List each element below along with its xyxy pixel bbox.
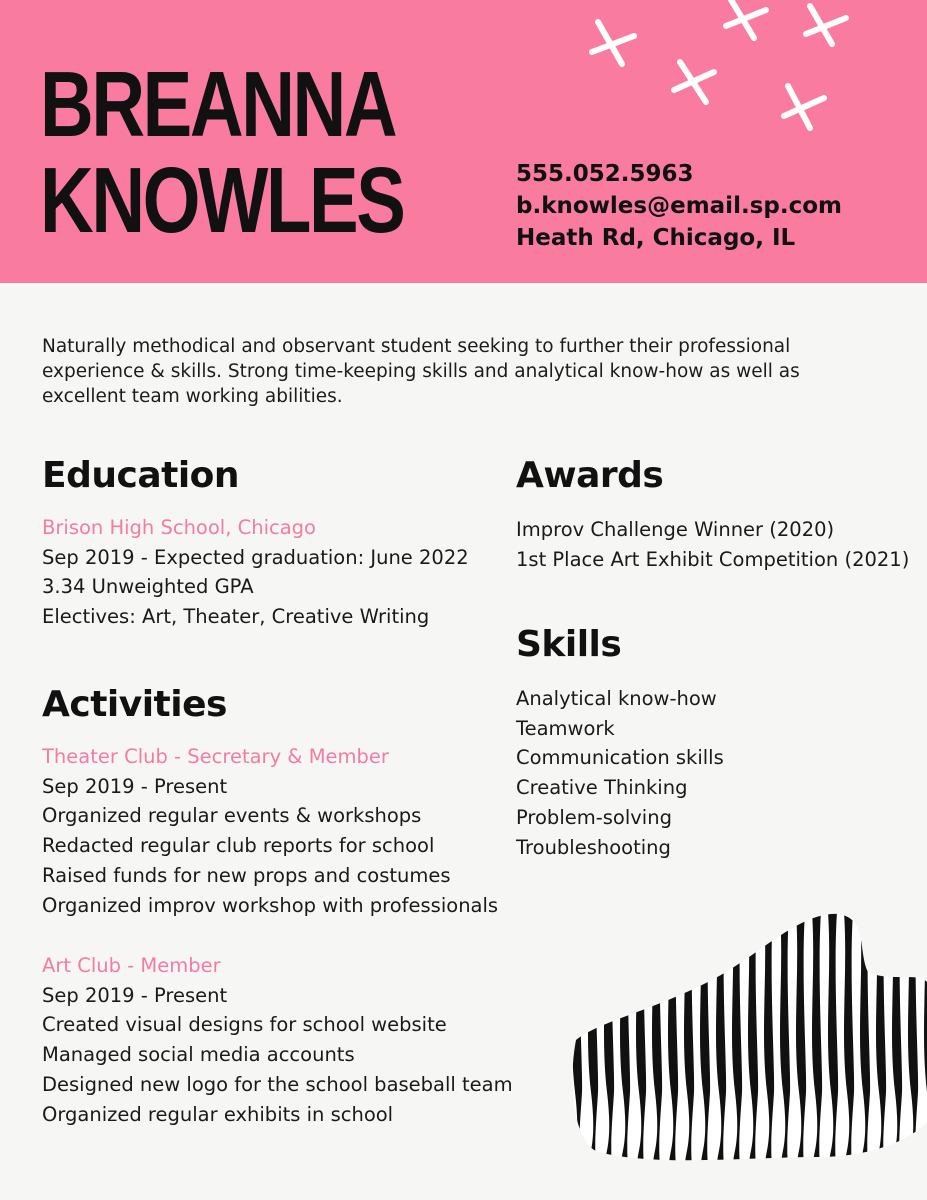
education-title: Education	[42, 455, 240, 496]
skills-title: Skills	[516, 624, 622, 665]
first-name: BREANNA	[40, 52, 396, 156]
education-line: Electives: Art, Theater, Creative Writing	[42, 605, 430, 629]
summary: Naturally methodical and observant student seeking to further their professional experience & skills. Strong time-keeping skills and analytical know-how as well as excellent team working abilities.	[42, 336, 800, 407]
activity-line: Managed social media accounts	[42, 1043, 355, 1067]
activity-line: Raised funds for new props and costumes	[42, 863, 451, 887]
email: b.knowles@email.sp.com	[516, 193, 842, 219]
address: Heath Rd, Chicago, IL	[516, 225, 796, 251]
activity-line: Created visual designs for school website	[42, 1013, 447, 1037]
header-banner	[0, 0, 927, 283]
cross-mark-icon	[726, 0, 766, 38]
activity-line: Organized regular events & workshops	[42, 804, 422, 828]
cross-mark-icon	[784, 86, 824, 128]
skill-item: Troubleshooting	[516, 835, 671, 859]
candidate-name	[40, 52, 404, 252]
cross-mark-icon	[592, 22, 634, 64]
activity-line: Organized regular exhibits in school	[42, 1102, 394, 1126]
decorative-crosses-icon	[570, 0, 890, 150]
cross-mark-icon	[806, 6, 846, 44]
activity-theater	[42, 742, 498, 920]
skill-item: Communication skills	[516, 746, 724, 770]
striped-blob-decoration-icon	[568, 912, 927, 1167]
award-item: Improv Challenge Winner (2020)	[516, 518, 835, 541]
awards-title: Awards	[516, 455, 664, 496]
skill-item: Teamwork	[516, 716, 615, 740]
activity-heading: Art Club - Member	[42, 954, 221, 977]
last-name: KNOWLES	[40, 148, 404, 252]
education-line: 3.34 Unweighted GPA	[42, 575, 254, 599]
education-block	[42, 513, 469, 632]
education-line: Sep 2019 - Expected graduation: June 2022	[42, 545, 469, 569]
activity-line: Sep 2019 - Present	[42, 774, 228, 798]
school-name: Brison High School, Chicago	[42, 516, 316, 539]
activity-line: Redacted regular club reports for school	[42, 834, 435, 858]
phone: 555.052.5963	[516, 161, 694, 187]
contact-info	[516, 158, 842, 254]
activity-heading: Theater Club - Secretary & Member	[42, 745, 389, 768]
award-item: 1st Place Art Exhibit Competition (2021)	[516, 547, 910, 571]
cross-mark-icon	[674, 62, 714, 102]
activities-title: Activities	[42, 684, 227, 725]
activity-line: Designed new logo for the school baseball team	[42, 1072, 513, 1096]
awards-list	[516, 515, 909, 574]
skill-item: Creative Thinking	[516, 776, 688, 800]
activity-line: Sep 2019 - Present	[42, 983, 228, 1007]
skill-item: Problem-solving	[516, 805, 672, 829]
activity-art	[42, 951, 513, 1129]
activity-line: Organized improv workshop with professionals	[42, 893, 499, 917]
skills-list	[516, 684, 724, 862]
skill-item: Analytical know-how	[516, 687, 717, 710]
